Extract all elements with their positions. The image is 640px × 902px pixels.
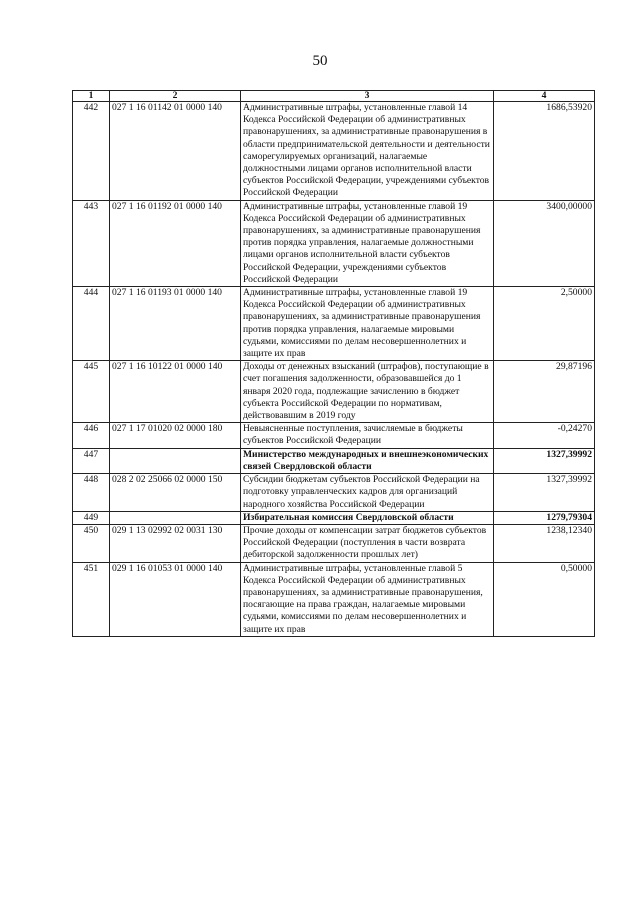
table-row — [73, 511, 595, 524]
column-header: 2 — [110, 91, 241, 102]
column-header: 3 — [241, 91, 494, 102]
column-header: 4 — [494, 91, 595, 102]
table-row — [73, 361, 595, 423]
row-description: Прочие доходы от компенсации затрат бюджетов субъектов Российской Федерации (поступления в части возврата дебиторской задолженности прошлых лет) — [241, 524, 494, 562]
row-description: Административные штрафы, установленные главой 14 Кодекса Российской Федерации об административных правонарушениях, за административные правонарушения в области предпринимательской деятельности и деятельности саморегулируемых организаций, налагаемые должностными лицами органов исполнительной власти субъектов Российской Федерации, учреждениями субъектов Российской Федерации — [241, 102, 494, 201]
table-row — [73, 423, 595, 448]
budget-code — [110, 448, 241, 473]
row-number: 444 — [73, 287, 110, 361]
row-number: 451 — [73, 562, 110, 636]
row-number: 449 — [73, 511, 110, 524]
table-row — [73, 474, 595, 512]
row-amount: 1686,53920 — [494, 102, 595, 201]
budget-code: 027 1 16 01193 01 0000 140 — [110, 287, 241, 361]
budget-code: 029 1 16 01053 01 0000 140 — [110, 562, 241, 636]
row-number: 447 — [73, 448, 110, 473]
row-number: 443 — [73, 200, 110, 286]
row-amount: 2,50000 — [494, 287, 595, 361]
table-row — [73, 562, 595, 636]
row-amount: 1327,39992 — [494, 474, 595, 512]
row-description: Административные штрафы, установленные главой 19 Кодекса Российской Федерации об административных правонарушениях, за административные правонарушения против порядка управления, налагаемые мировыми судьями, комиссиями по делам несовершеннолетних и защите их прав — [241, 287, 494, 361]
row-amount: 29,87196 — [494, 361, 595, 423]
row-description: Избирательная комиссия Свердловской области — [241, 511, 494, 524]
table-row — [73, 200, 595, 286]
row-amount: 1238,12340 — [494, 524, 595, 562]
row-description: Доходы от денежных взысканий (штрафов), поступающие в счет погашения задолженности, образовавшейся до 1 января 2020 года, подлежащие зачислению в бюджет субъекта Российской Федерации по нормативам, действовавшим в 2019 году — [241, 361, 494, 423]
row-amount: 0,50000 — [494, 562, 595, 636]
table-row — [73, 524, 595, 562]
row-amount: 1327,39992 — [494, 448, 595, 473]
row-amount: 3400,00000 — [494, 200, 595, 286]
column-header: 1 — [73, 91, 110, 102]
table-row — [73, 448, 595, 473]
budget-code: 027 1 17 01020 02 0000 180 — [110, 423, 241, 448]
page-number: 50 — [312, 53, 328, 69]
revenue-table — [72, 90, 595, 637]
row-description: Субсидии бюджетам субъектов Российской Федерации на подготовку управленческих кадров для организаций народного хозяйства Российской Федерации — [241, 474, 494, 512]
table-row — [73, 102, 595, 201]
row-number: 446 — [73, 423, 110, 448]
budget-code: 027 1 16 01142 01 0000 140 — [110, 102, 241, 201]
budget-code: 027 1 16 01192 01 0000 140 — [110, 200, 241, 286]
budget-code: 029 1 13 02992 02 0031 130 — [110, 524, 241, 562]
row-number: 450 — [73, 524, 110, 562]
table-row — [73, 287, 595, 361]
table-header-row — [73, 91, 595, 102]
row-amount: 1279,79304 — [494, 511, 595, 524]
row-number: 448 — [73, 474, 110, 512]
budget-code: 028 2 02 25066 02 0000 150 — [110, 474, 241, 512]
row-description: Административные штрафы, установленные главой 19 Кодекса Российской Федерации об административных правонарушениях, за административные правонарушения против порядка управления, налагаемые должностными лицами органов исполнительной власти субъектов Российской Федерации, учреждениями субъектов Российской Федерации — [241, 200, 494, 286]
budget-code — [110, 511, 241, 524]
row-number: 442 — [73, 102, 110, 201]
row-description: Административные штрафы, установленные главой 5 Кодекса Российской Федерации об административных правонарушениях, за административные правонарушения, посягающие на права граждан, налагаемые мировыми судьями, комиссиями по делам несовершеннолетних и защите их прав — [241, 562, 494, 636]
row-description: Невыясненные поступления, зачисляемые в бюджеты субъектов Российской Федерации — [241, 423, 494, 448]
budget-code: 027 1 16 10122 01 0000 140 — [110, 361, 241, 423]
row-amount: -0,24270 — [494, 423, 595, 448]
row-description: Министерство международных и внешнеэкономических связей Свердловской области — [241, 448, 494, 473]
row-number: 445 — [73, 361, 110, 423]
